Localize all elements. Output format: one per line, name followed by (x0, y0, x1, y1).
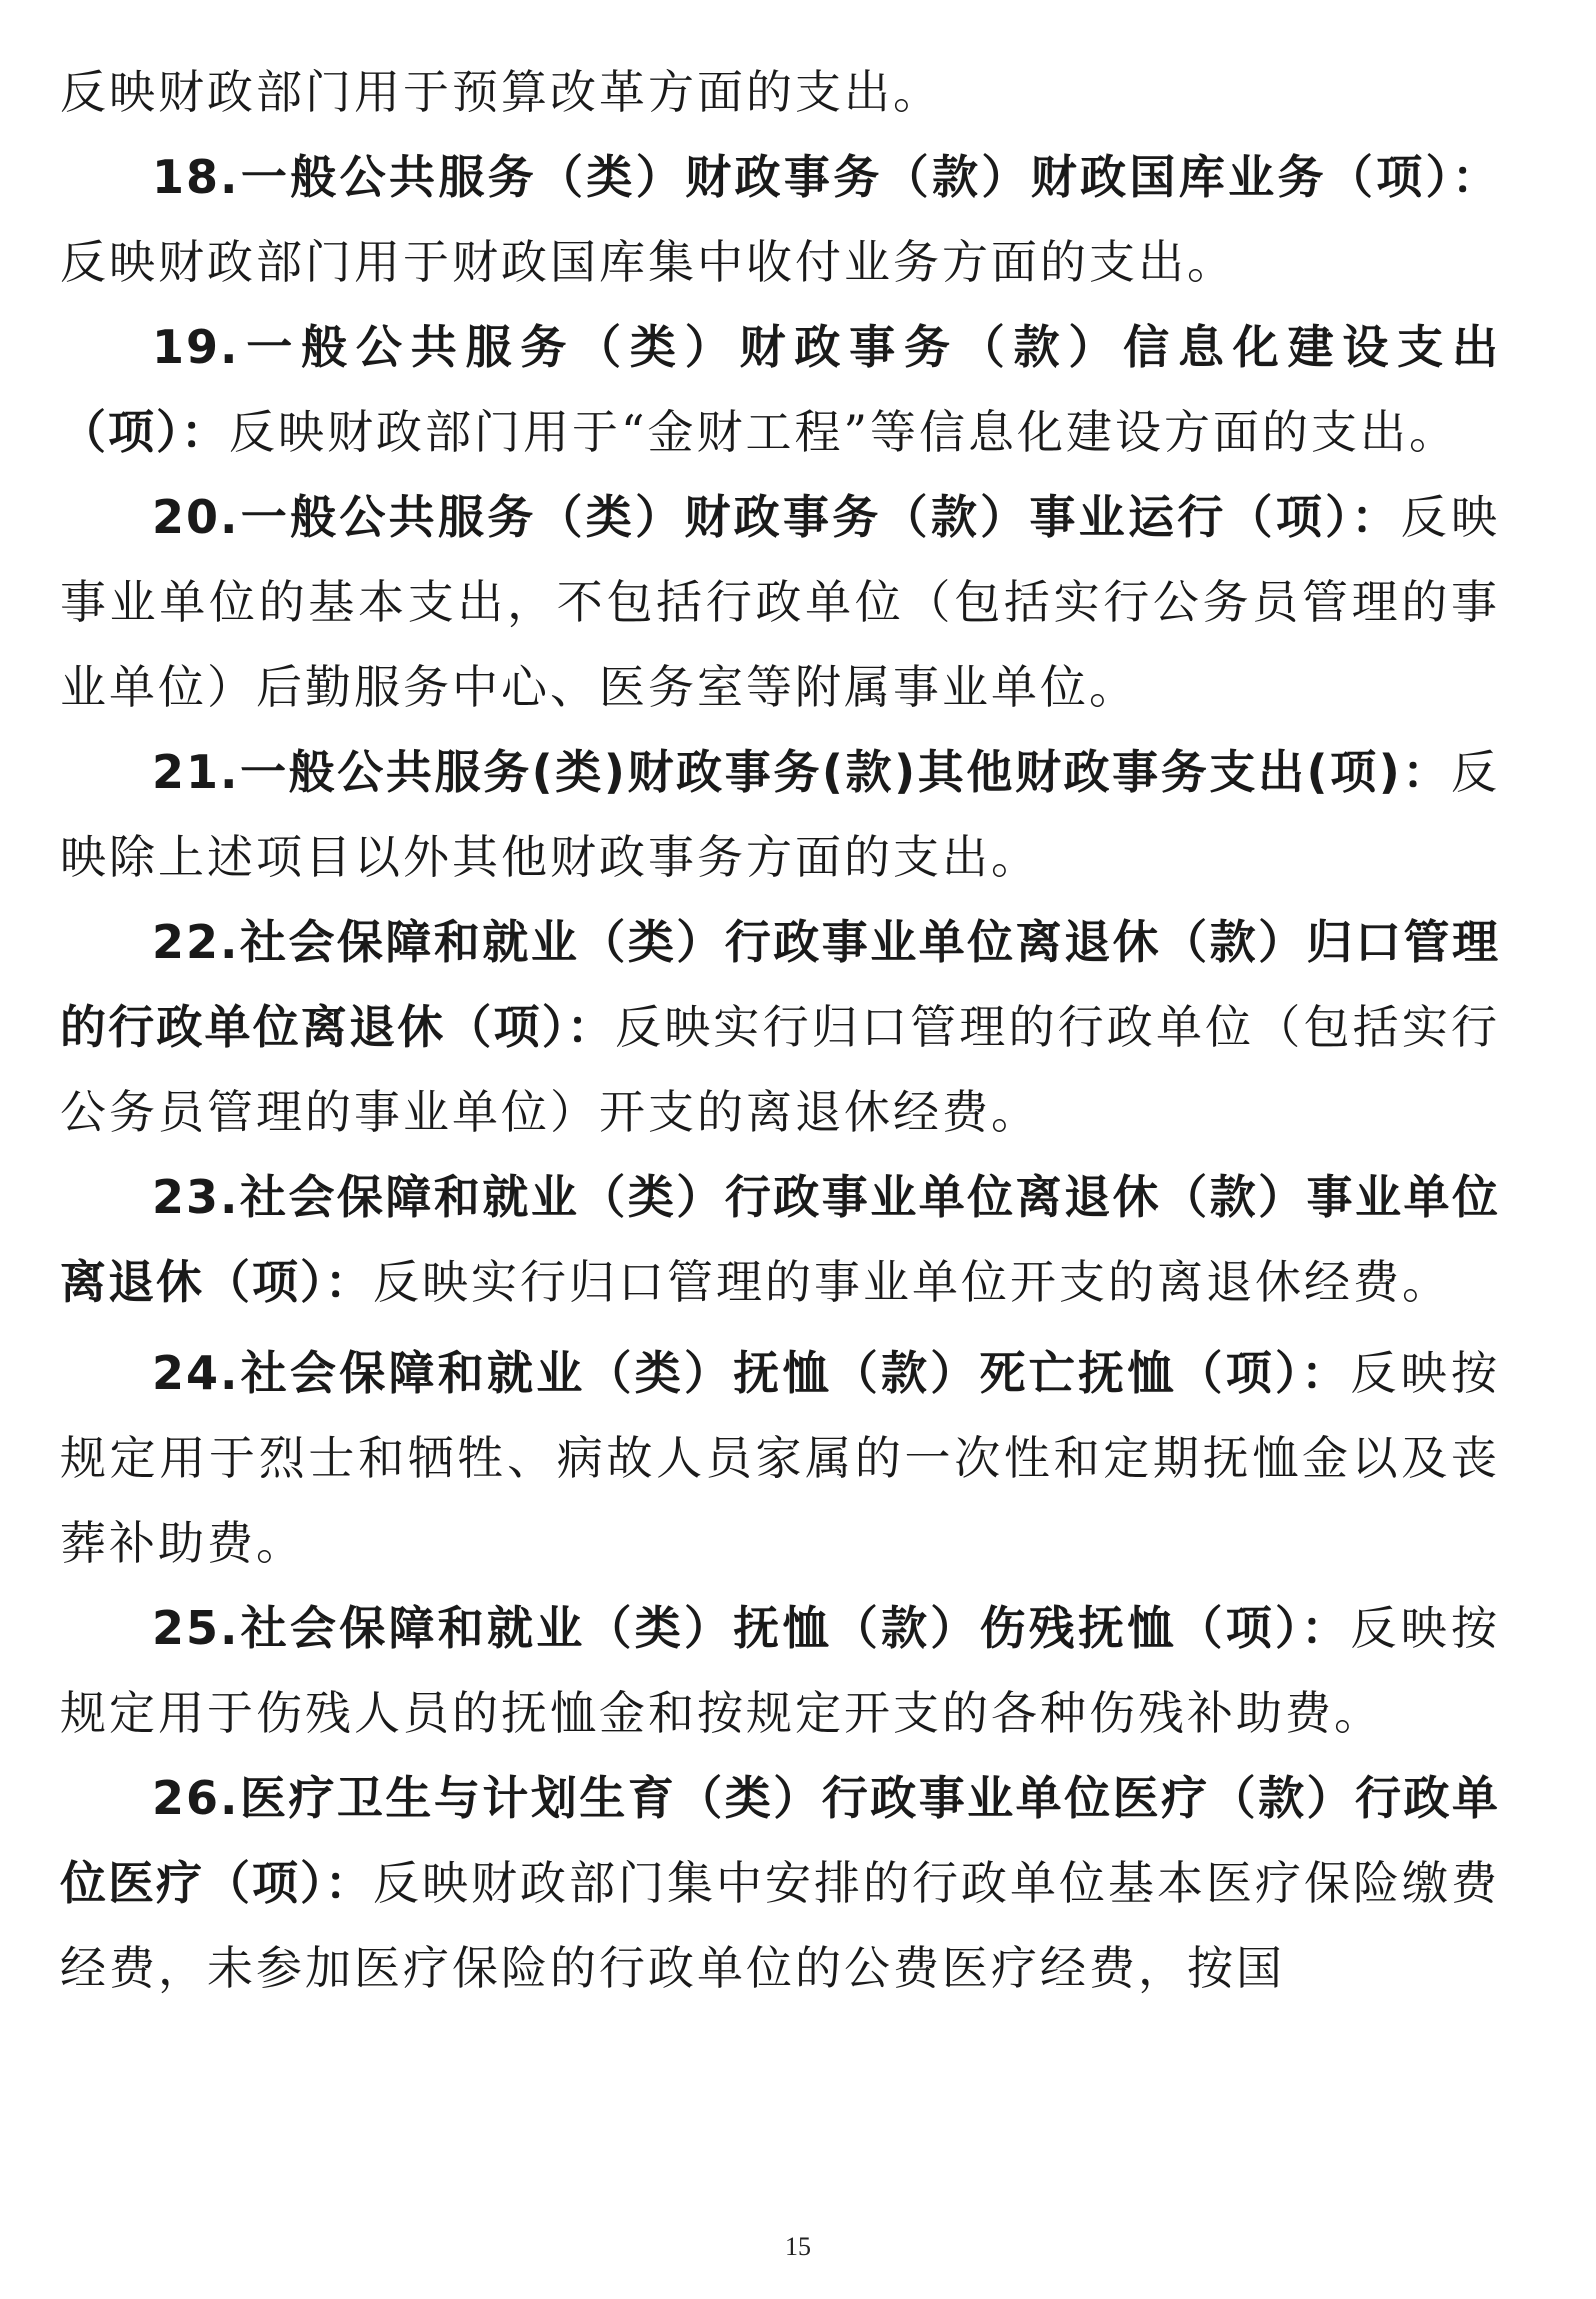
item-22 (60, 900, 1500, 1155)
item-body: 反映财政部门用于财政国库集中收付业务方面的支出。 (60, 235, 1236, 289)
page-number: 15 (785, 2232, 811, 2261)
item-body: 反映按规定用于伤残人员的抚恤金和按规定开支的各种伤残补助费。 (60, 1601, 1500, 1740)
item-21 (60, 730, 1500, 900)
item-19 (60, 305, 1500, 475)
item-heading: 24.社会保障和就业（类）抚恤（款）死亡抚恤（项）： (152, 1346, 1351, 1400)
item-body: 反映按规定用于烈士和牺牲、病故人员家属的一次性和定期抚恤金以及丧葬补助费。 (60, 1346, 1500, 1570)
item-25 (60, 1586, 1500, 1756)
continuation-text: 反映财政部门用于预算改革方面的支出。 (60, 65, 942, 119)
item-20 (60, 475, 1500, 730)
item-body: 反映事业单位的基本支出，不包括行政单位（包括实行公务员管理的事业单位）后勤服务中心、医务室等附属事业单位。 (60, 490, 1500, 714)
item-heading: 22.社会保障和就业（类）行政事业单位离退休（款）归口管理的行政单位离退休（项）： (60, 915, 1500, 1054)
item-24 (60, 1331, 1500, 1586)
continuation-paragraph (60, 50, 1500, 135)
item-23 (60, 1155, 1500, 1325)
item-18 (60, 135, 1500, 305)
item-body: 反映实行归口管理的事业单位开支的离退休经费。 (373, 1255, 1451, 1309)
item-body: 反映实行归口管理的行政单位（包括实行公务员管理的事业单位）开支的离退休经费。 (60, 1000, 1501, 1139)
item-heading: 19.一般公共服务（类）财政事务（款）信息化建设支出（项）： (60, 320, 1500, 459)
item-heading: 26.医疗卫生与计划生育（类）行政事业单位医疗（款）行政单位医疗（项）： (60, 1771, 1500, 1910)
item-body: 反映除上述项目以外其他财政事务方面的支出。 (60, 745, 1500, 884)
item-heading: 25.社会保障和就业（类）抚恤（款）伤残抚恤（项）： (152, 1601, 1351, 1655)
item-heading: 18.一般公共服务（类）财政事务（款）财政国库业务（项）： (152, 150, 1500, 204)
item-heading: 20.一般公共服务（类）财政事务（款）事业运行（项）： (152, 490, 1401, 544)
item-heading: 23.社会保障和就业（类）行政事业单位离退休（款）事业单位离退休（项）： (60, 1170, 1500, 1309)
item-body: 反映财政部门集中安排的行政单位基本医疗保险缴费经费，未参加医疗保险的行政单位的公费医疗经费，按国 (60, 1856, 1500, 1995)
item-heading: 21.一般公共服务(类)财政事务(款)其他财政事务支出(项)： (152, 745, 1451, 799)
document-page (60, 50, 1500, 2011)
item-26 (60, 1756, 1500, 2011)
item-body: 反映财政部门用于“金财工程”等信息化建设方面的支出。 (229, 405, 1459, 459)
